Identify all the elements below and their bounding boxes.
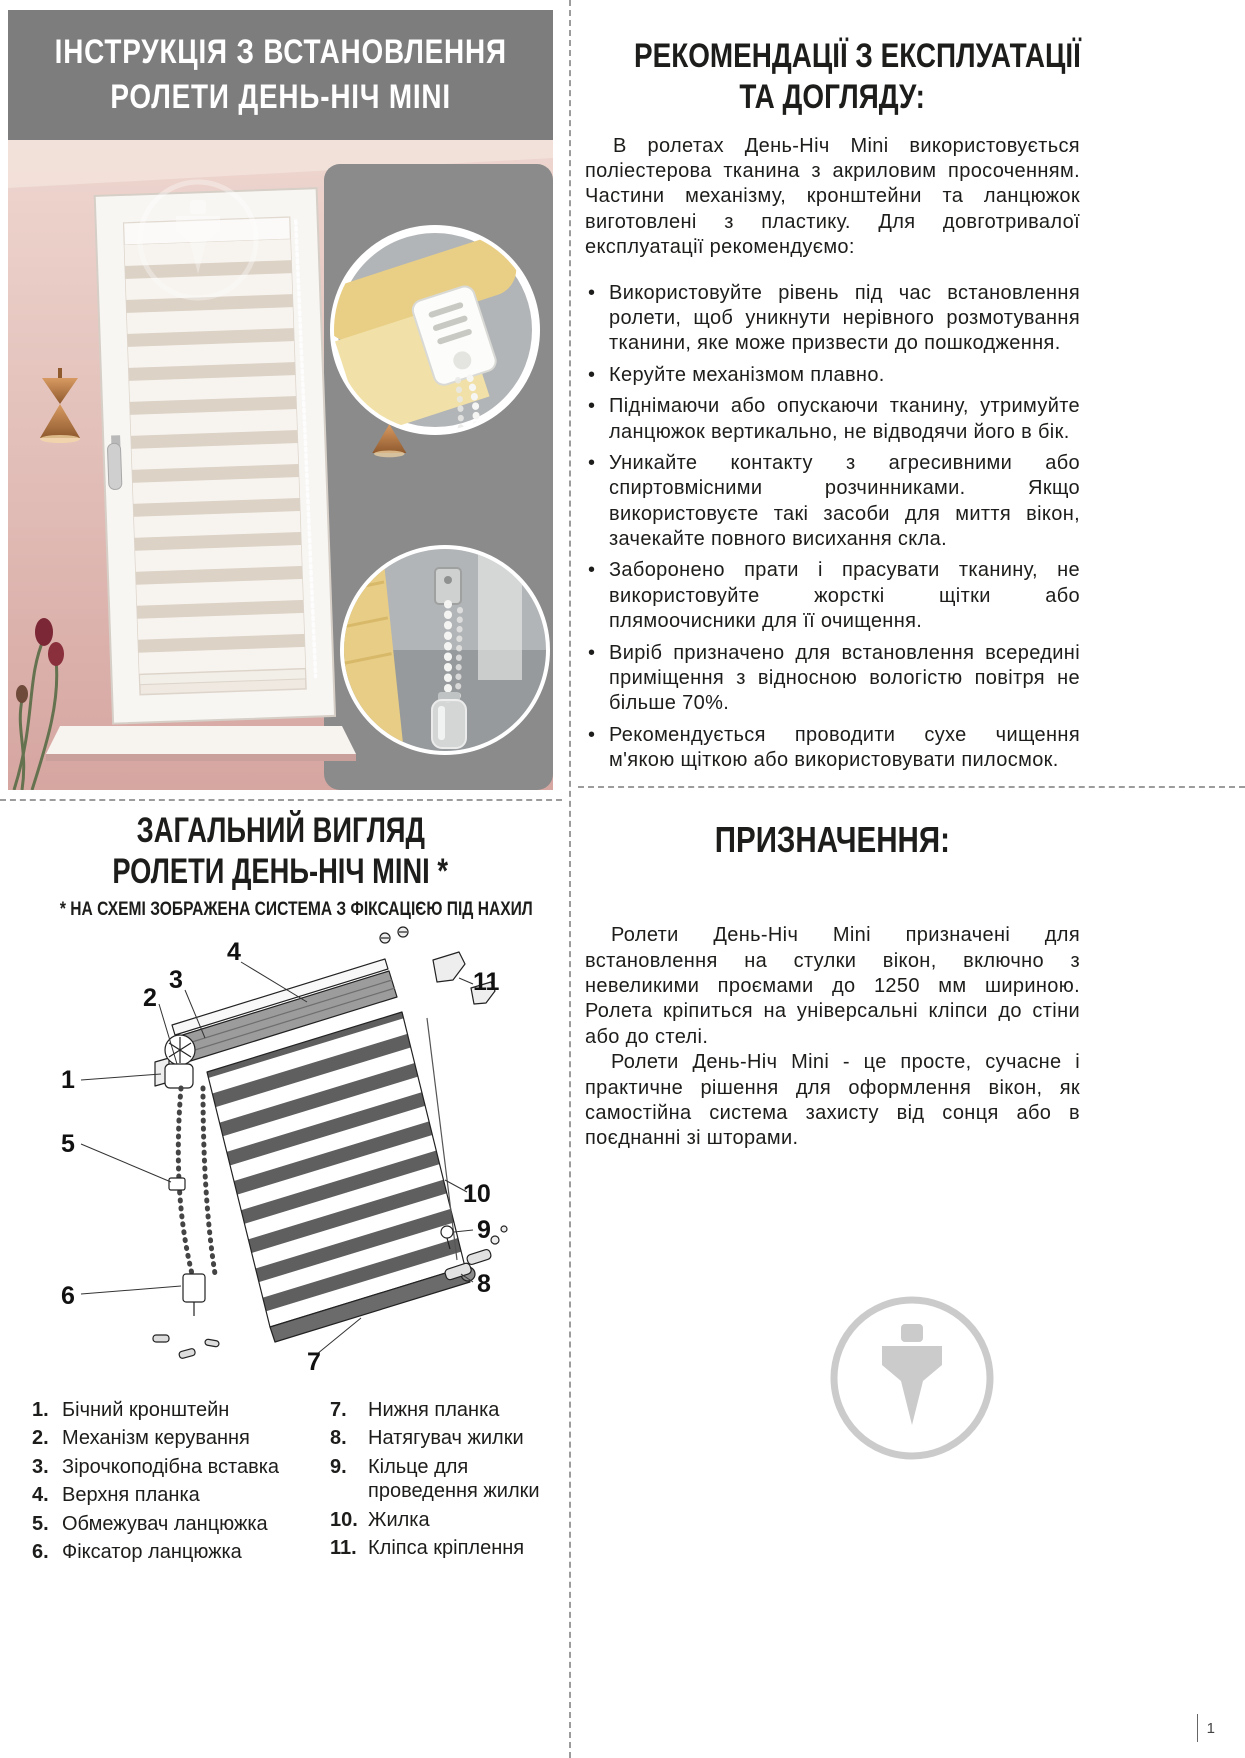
recommendation-item: • Піднімаючи або опускаючи тканину, утримуйте ланцюжок вертикально, не відводячи його в бік.	[585, 394, 1080, 445]
overview-note: * НА СХЕМІ ЗОБРАЖЕНА СИСТЕМА З ФІКСАЦІЄЮ ПІД НАХИЛ	[59, 898, 533, 920]
legend-item: 9. Кільце для проведення жилки	[330, 1455, 540, 1503]
mounting-clip	[433, 952, 465, 982]
parts-legend	[32, 1398, 560, 1568]
recommendation-item: • Виріб призначено для встановлення всередині приміщення з відносною вологістю повітря не більше 70%.	[585, 641, 1080, 717]
page-number-divider	[1197, 1714, 1198, 1742]
purpose-section	[585, 818, 1080, 1152]
overview-section	[8, 810, 553, 921]
legend-item: 7. Нижня планка	[330, 1399, 500, 1421]
roller-diagram-drawing	[55, 922, 520, 1397]
callout-8: 8	[477, 1270, 491, 1298]
control-unit	[165, 1064, 193, 1088]
chain-clamp	[435, 568, 461, 604]
recommendation-item: • Використовуйте рівень під час встановлення ролети, щоб уникнути нерівного розмотування тканини, яке може призвести до пошкодження.	[585, 281, 1080, 357]
zebra-blind	[124, 239, 305, 675]
chain-fixator	[183, 1274, 205, 1302]
installation-title-line1: ІНСТРУКЦІЯ З ВСТАНОВЛЕННЯ	[54, 33, 507, 72]
vertical-dashed-divider	[569, 0, 571, 1758]
callout-3: 3	[169, 966, 183, 994]
callout-7: 7	[307, 1348, 321, 1376]
installation-photo	[8, 140, 553, 790]
window	[95, 188, 335, 723]
callout-1: 1	[61, 1066, 75, 1094]
recommendation-item: • Керуйте механізмом плавно.	[585, 363, 1080, 388]
installation-title-line2: РОЛЕТИ ДЕНЬ-НІЧ MINI	[110, 78, 451, 116]
roller-diagram	[55, 922, 520, 1397]
recommendations-intro: В ролетах День-Ніч Mini використовується поліестерова тканина з акриловим просоченням. Частини механізму, кронштейни та ланцюжок виготовлені з пластику. Для довготривалої експлуатації рекомендуємо:	[585, 134, 1080, 259]
windowsill-shadow	[46, 754, 356, 761]
callout-6: 6	[61, 1282, 75, 1310]
callout-9: 9	[477, 1216, 491, 1244]
chain-stop	[169, 1178, 185, 1190]
callout-5: 5	[61, 1130, 75, 1158]
callout-10: 10	[463, 1180, 491, 1208]
recommendation-item: • Заборонено прати і прасувати тканину, не використовуйте жорсткі щітки або плямоочисники для її очищення.	[585, 558, 1080, 634]
legend-item: 3. Зірочкоподібна вставка	[32, 1455, 280, 1478]
callout-2: 2	[143, 984, 157, 1012]
brand-watermark-icon	[822, 1288, 1002, 1468]
legend-item: 6. Фіксатор ланцюжка	[32, 1540, 242, 1563]
recommendations-section	[585, 36, 1080, 774]
page-number: 1	[1197, 1714, 1215, 1742]
horizontal-dashed-divider-right	[578, 786, 1245, 788]
windowsill	[46, 726, 356, 754]
legend-item: 4. Верхня планка	[32, 1484, 200, 1507]
chain-weight	[432, 692, 466, 748]
installation-header	[8, 10, 553, 140]
recommendations-title: РЕКОМЕНДАЦІЇ З ЕКСПЛУАТАЦІЇ ТА ДОГЛЯДУ:	[634, 37, 1081, 116]
legend-item: 11. Кліпса кріплення	[330, 1536, 525, 1559]
callout-11: 11	[473, 968, 500, 996]
callout-4: 4	[227, 938, 241, 966]
purpose-paragraph-1: Ролети День-Ніч Mini призначені для встановлення на стулки вікон, включно з невеликими проємами до 1250 мм шириною. Ролета кріпиться на універсальні кліпси до стіни або до стелі.	[585, 924, 1080, 1048]
top-screws	[380, 927, 408, 943]
horizontal-dashed-divider-left	[0, 799, 562, 801]
legend-column-left	[32, 1398, 330, 1568]
recommendation-item: • Рекомендується проводити сухе чищення м'якою щіткою або використовувати пилосмок.	[585, 723, 1080, 774]
purpose-title: ПРИЗНАЧЕННЯ:	[714, 819, 951, 860]
overview-title: ЗАГАЛЬНИЙ ВИГЛЯД РОЛЕТИ ДЕНЬ-НІЧ MINI *	[112, 811, 449, 892]
legend-item: 5. Обмежувач ланцюжка	[32, 1512, 268, 1535]
photo-illustration	[8, 140, 553, 790]
legend-item: 1. Бічний кронштейн	[32, 1399, 230, 1421]
screws	[153, 1335, 219, 1359]
purpose-paragraph-2: Ролети День-Ніч Mini - це просте, сучасне і практичне рішення для оформлення вікон, як самостійна система захисту від сонця або в поєднанні зі шторами.	[585, 1051, 1080, 1150]
legend-item: 10. Жилка	[330, 1508, 430, 1531]
legend-column-right	[330, 1398, 560, 1568]
legend-item: 8. Натягувач жилки	[330, 1427, 524, 1450]
recommendations-list	[585, 281, 1080, 774]
recommendation-item: • Уникайте контакту з агресивними або спиртовмісними розчинниками. Якщо використовуєте такі засоби для миття вікон, зачекайте повного висихання скла.	[585, 451, 1080, 553]
legend-item: 2. Механізм керування	[32, 1427, 250, 1450]
